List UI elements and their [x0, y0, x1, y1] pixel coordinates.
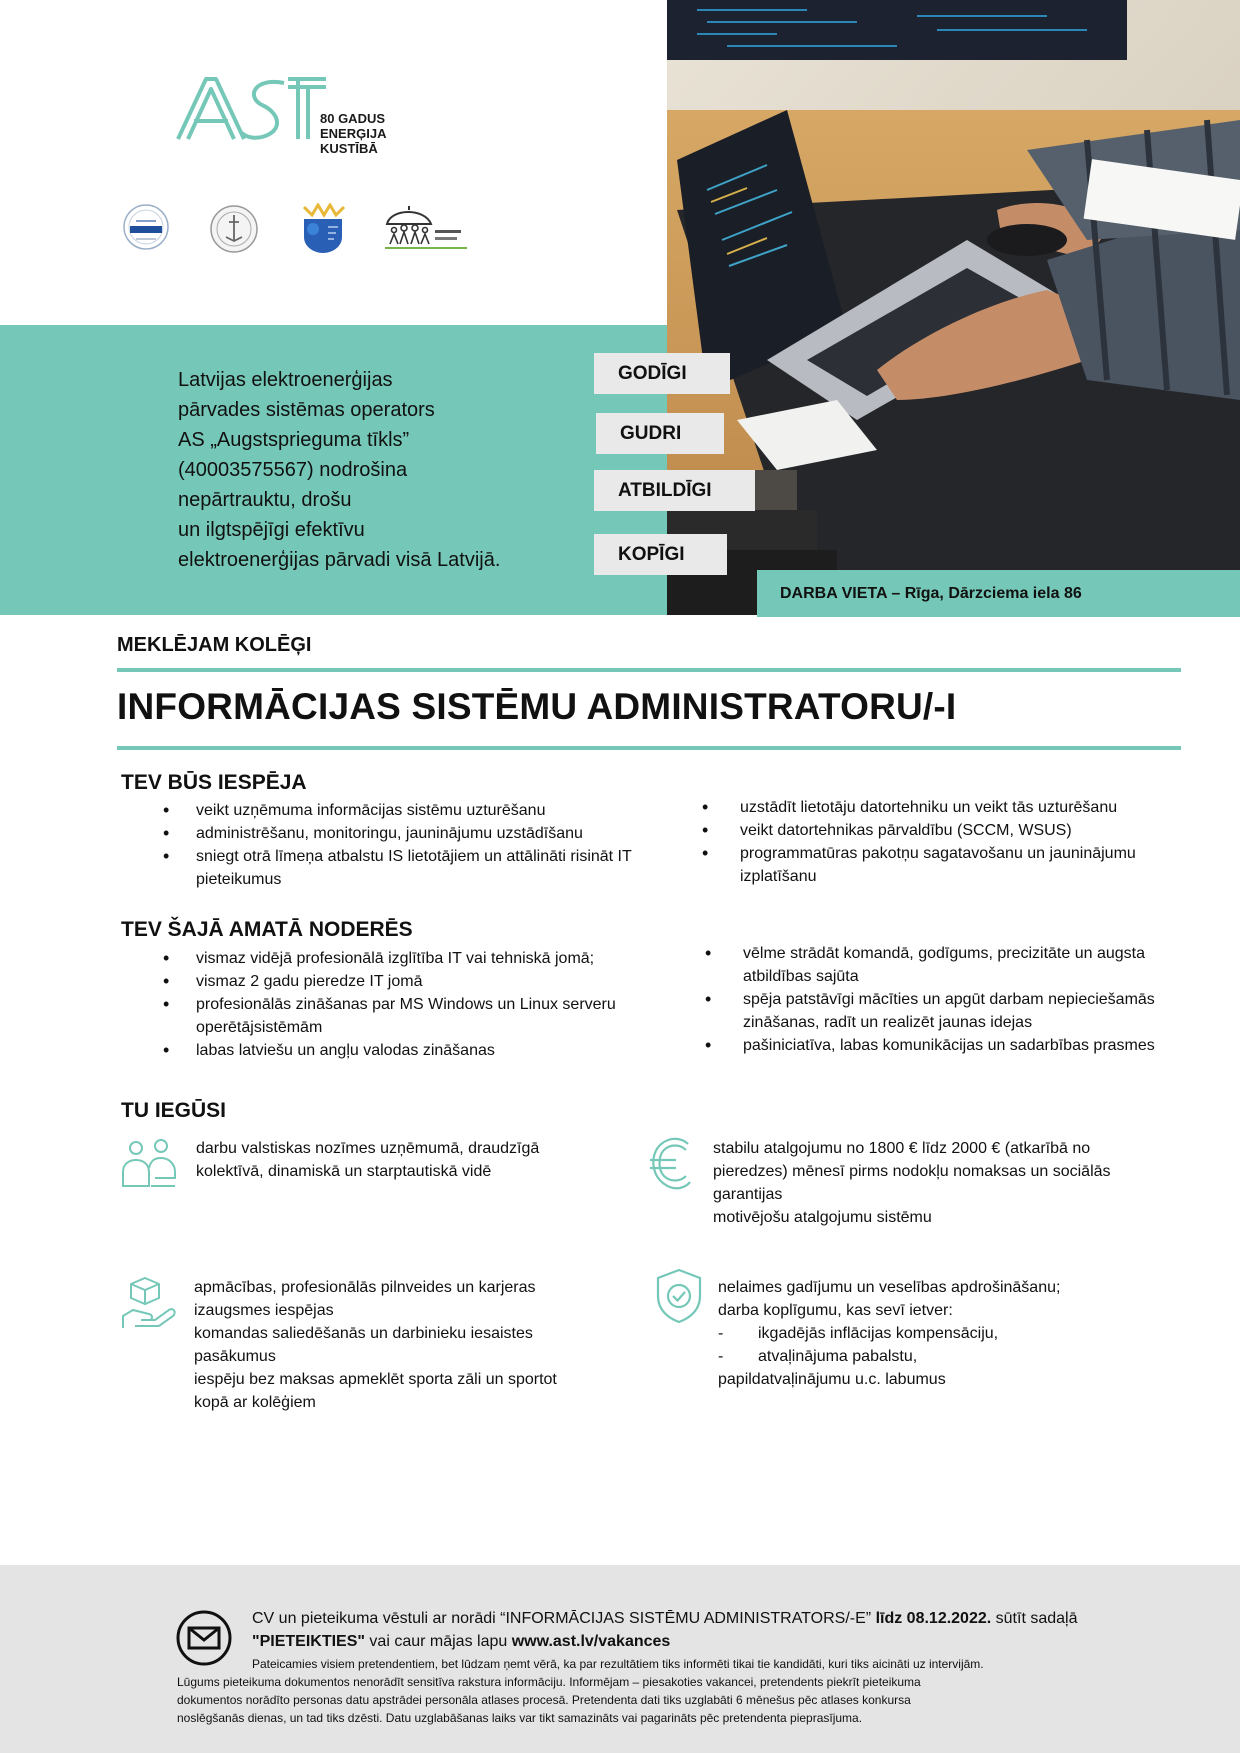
list-item: • spēja patstāvīgi mācīties un apgūt darbam nepieciešamās zināšanas, radīt un realizēt jaunas idejas: [705, 988, 1190, 1034]
notice-line: dokumentos norādīto personas datu apstrādei personāla atlases procesā. Pretendenta dati tiks uzglabāti 6 mēnešus pēc atlases konkursa: [177, 1693, 911, 1707]
opportunity-list-left: [163, 799, 673, 891]
description-line: un ilgtspējīgi efektīvu: [178, 519, 365, 541]
benefit-line: pieredzes) mēnesī pirms nodokļu nomaksas un sociālās: [713, 1163, 1111, 1180]
job-title: INFORMĀCIJAS SISTĒMU ADMINISTRATORU/-I: [117, 686, 957, 727]
benefit-line: darbu valstiskas nozīmes uzņēmumā, draudzīgā: [196, 1140, 540, 1157]
seal-badge-icon: [209, 204, 259, 259]
shield-check-icon: [654, 1268, 704, 1329]
value-tag: GUDRI: [596, 413, 724, 454]
benefit-line: motivējošu atalgojumu sistēmu: [713, 1209, 932, 1226]
euro-icon: [648, 1136, 694, 1197]
divider: [117, 668, 1181, 672]
logo-line: ENERĢIJA: [320, 126, 387, 141]
instruction-text: CV un pieteikuma vēstuli ar norādi “INFORMĀCIJAS SISTĒMU ADMINISTRATORS/-E”: [252, 1610, 876, 1627]
family-friendly-umbrella-icon: [385, 204, 467, 257]
value-tag: KOPĪGI: [594, 534, 727, 575]
divider: [117, 746, 1181, 750]
benefit-line: ikgadējās inflācijas kompensāciju,: [758, 1325, 999, 1342]
seeking-label: MEKLĒJAM KOLĒĢI: [117, 634, 312, 656]
description-line: AS „Augstsprieguma tīkls”: [178, 429, 410, 451]
notice-line: Pateicamies visiem pretendentiem, bet lūdzam ņemt vērā, ka par rezultātiem tiks informēti tikai tie kandidāti, kuri tiks aicināti uz intervijām.: [252, 1657, 984, 1671]
description-line: elektroenerģijas pārvadi visā Latvijā.: [178, 549, 501, 571]
dnv-gl-certificate-icon: [122, 203, 170, 258]
instruction-line-2: [252, 1630, 1077, 1653]
benefit-line: kolektīvā, dinamiskā un starptautiskā vidē: [196, 1163, 492, 1180]
section-heading-opportunity: TEV BŪS IESPĒJA: [121, 771, 307, 794]
benefit-line: nelaimes gadījumu un veselības apdrošināšanu;: [718, 1279, 1061, 1296]
benefit-salary: [713, 1137, 1153, 1229]
section-heading-requirements: TEV ŠAJĀ AMATĀ NODERĒS: [121, 918, 413, 941]
list-item: • uzstādīt lietotāju datortehniku un veikt tās uzturēšanu: [702, 796, 1182, 819]
benefit-team: [196, 1137, 616, 1183]
top-employer-badge-icon: [298, 203, 348, 260]
requirements-list-left: [163, 947, 673, 1062]
description-line: pārvades sistēmas operators: [178, 399, 435, 421]
list-item: • vismaz vidējā profesionālā izglītība IT vai tehniskā jomā;: [163, 947, 673, 970]
benefit-line: kopā ar kolēģiem: [194, 1394, 316, 1411]
logo-line: 80 GADUS: [320, 111, 386, 126]
list-item: • veikt datortehnikas pārvaldību (SCCM, WSUS): [702, 819, 1182, 842]
logo-tagline: [320, 111, 386, 156]
benefit-line: garantijas: [713, 1186, 783, 1203]
ast-logo-icon: [176, 75, 326, 143]
list-item: • profesionālās zināšanas par MS Windows un Linux serveru operētājsistēmām: [163, 993, 673, 1039]
benefit-insurance: [718, 1276, 1158, 1391]
logo-line: KUSTĪBĀ: [320, 141, 378, 156]
benefit-line: darba koplīgumu, kas sevī ietver:: [718, 1302, 953, 1319]
value-tag: GODĪGI: [594, 353, 730, 394]
apply-label: "PIETEIKTIES": [252, 1633, 365, 1650]
list-item: • labas latviešu un angļu valodas zināšanas: [163, 1039, 673, 1062]
ast-logo: [176, 75, 326, 148]
instruction-text: vai caur mājas lapu: [364, 1633, 512, 1650]
benefit-line: komandas saliedēšanās un darbinieku iesaistes: [194, 1325, 533, 1342]
benefit-line: iespēju bez maksas apmeklēt sporta zāli un sportot: [194, 1371, 557, 1388]
notice-line: Lūgums pieteikuma dokumentos nenorādīt sensitīva rakstura informāciju. Informējam – piesakoties vakancei, pretendents piekrīt pieteikuma: [177, 1675, 921, 1689]
hero-photo: [667, 0, 1240, 615]
application-instructions: [252, 1607, 1077, 1653]
opportunity-list-right: [702, 796, 1182, 888]
deadline: līdz 08.12.2022.: [875, 1610, 992, 1627]
instruction-text: sūtīt sadaļā: [991, 1610, 1078, 1627]
list-item: • vēlme strādāt komandā, godīgums, precizitāte un augsta atbildības sajūta: [705, 942, 1190, 988]
benefit-subitem: - atvaļinājuma pabalstu,: [718, 1345, 1158, 1368]
description-line: nepārtrauktu, drošu: [178, 489, 352, 511]
vacancies-link[interactable]: www.ast.lv/vakances: [511, 1633, 671, 1650]
benefit-subitem: - ikgadējās inflācijas kompensāciju,: [718, 1322, 1158, 1345]
benefit-line: apmācības, profesionālās pilnveides un karjeras: [194, 1279, 536, 1296]
company-description: [178, 365, 578, 575]
team-icon: [121, 1138, 177, 1193]
list-item: • sniegt otrā līmeņa atbalstu IS lietotājiem un attālināti risināt IT pieteikumus: [163, 845, 673, 891]
requirements-list-right: [705, 942, 1190, 1057]
notice-line: noslēgšanās dienas, un tad tiks dzēsti. Datu uzglabāšanas laiks var tikt samazināts vai pagarināts pēc pretendenta pieprasījuma.: [177, 1711, 863, 1725]
privacy-notice: [177, 1655, 1117, 1727]
instruction-line-1: [252, 1607, 1077, 1630]
description-line: (40003575567) nodrošina: [178, 459, 408, 481]
section-heading-benefits: TU IEGŪSI: [121, 1099, 227, 1122]
benefit-line: atvaļinājuma pabalstu,: [758, 1348, 918, 1365]
list-item: • pašiniciatīva, labas komunikācijas un sadarbības prasmes: [705, 1034, 1190, 1057]
list-item: • vismaz 2 gadu pieredze IT jomā: [163, 970, 673, 993]
benefit-line: izaugsmes iespējas: [194, 1302, 334, 1319]
description-line: Latvijas elektroenerģijas: [178, 369, 393, 391]
hand-box-icon: [121, 1276, 177, 1335]
benefit-line: pasākumus: [194, 1348, 276, 1365]
workplace-location: DARBA VIETA – Rīga, Dārzciema iela 86: [757, 570, 1240, 617]
benefit-growth: [194, 1276, 624, 1414]
value-tag: ATBILDĪGI: [594, 470, 755, 511]
benefit-line: papildatvaļinājumu u.c. labumus: [718, 1371, 946, 1388]
list-item: • administrēšanu, monitoringu, jauninājumu uzstādīšanu: [163, 822, 673, 845]
list-item: • programmatūras pakotņu sagatavošanu un jauninājumu izplatīšanu: [702, 842, 1182, 888]
list-item: • veikt uzņēmuma informācijas sistēmu uzturēšanu: [163, 799, 673, 822]
benefit-line: stabilu atalgojumu no 1800 € līdz 2000 € (atkarībā no: [713, 1140, 1091, 1157]
